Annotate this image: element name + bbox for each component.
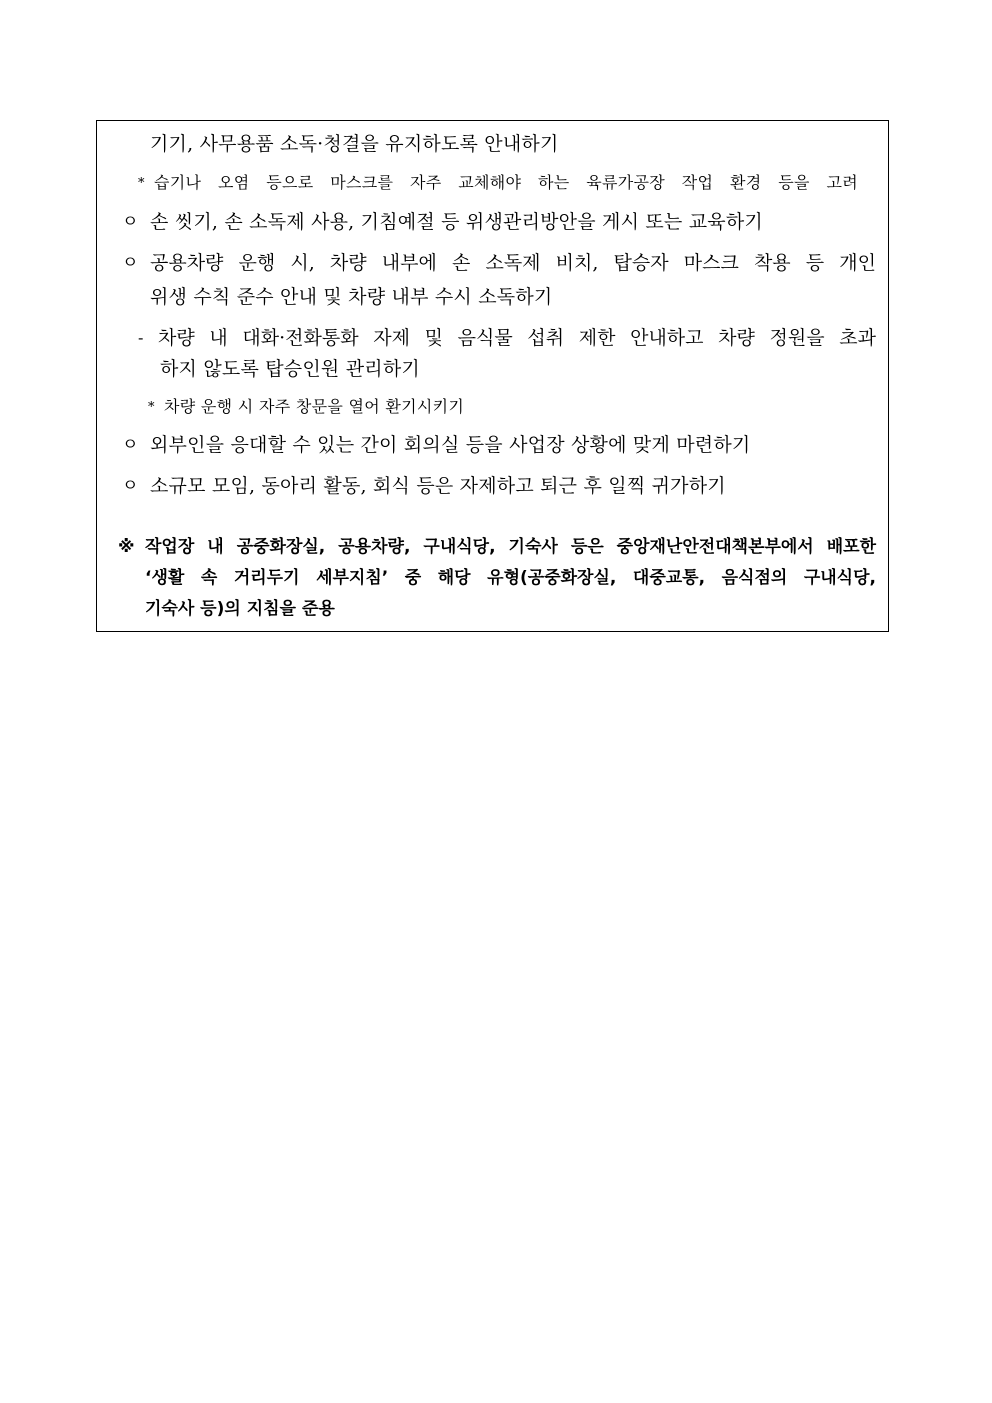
star-note-ventilation: 차량 운행 시 자주 창문을 열어 환기시키기 <box>164 397 465 416</box>
item-shared-vehicle-line-1: 공용차량 운행 시, 차량 내부에 손 소독제 비치, 탑승자 마스크 착용 등 개인 <box>150 252 876 274</box>
asterisk-marker: * <box>148 400 155 415</box>
asterisk-marker: * <box>138 176 145 191</box>
star-note-mask: 습기나 오염 등으로 마스크를 자주 교체해야 하는 육류가공장 작업 환경 등을 고려 <box>154 173 858 192</box>
continued-text-line: 기기, 사무용품 소독·청결을 유지하도록 안내하기 <box>150 133 559 155</box>
note-line-1: 작업장 내 공중화장실, 공용차량, 구내식당, 기숙사 등은 중앙재난안전대책본부에서 배포한 <box>145 537 876 557</box>
bullet-marker: ㅇ <box>122 212 139 232</box>
bullet-marker: ㅇ <box>122 476 139 496</box>
note-line-3: 기숙사 등)의 지침을 준용 <box>145 599 335 619</box>
item-shared-vehicle-line-2: 위생 수칙 준수 안내 및 차량 내부 수시 소독하기 <box>150 286 553 308</box>
item-hand-hygiene: 손 씻기, 손 소독제 사용, 기침예절 등 위생관리방안을 게시 또는 교육하기 <box>150 211 763 233</box>
reference-mark: ※ <box>118 537 135 557</box>
note-line-2: ‘생활 속 거리두기 세부지침’ 중 해당 유형(공중화장실, 대중교통, 음식점의 구내식당, <box>145 568 876 588</box>
item-small-gatherings: 소규모 모임, 동아리 활동, 회식 등은 자제하고 퇴근 후 일찍 귀가하기 <box>150 475 726 497</box>
sub-item-vehicle-line-2: 하지 않도록 탑승인원 관리하기 <box>160 358 420 380</box>
bullet-marker: ㅇ <box>122 435 139 455</box>
bullet-marker: ㅇ <box>122 253 139 273</box>
dash-marker: - <box>138 328 144 347</box>
sub-item-vehicle-line-1: 차량 내 대화·전화통화 자제 및 음식물 섭취 제한 안내하고 차량 정원을 초과 <box>158 327 876 349</box>
item-meeting-room: 외부인을 응대할 수 있는 간이 회의실 등을 사업장 상황에 맞게 마련하기 <box>150 434 751 456</box>
